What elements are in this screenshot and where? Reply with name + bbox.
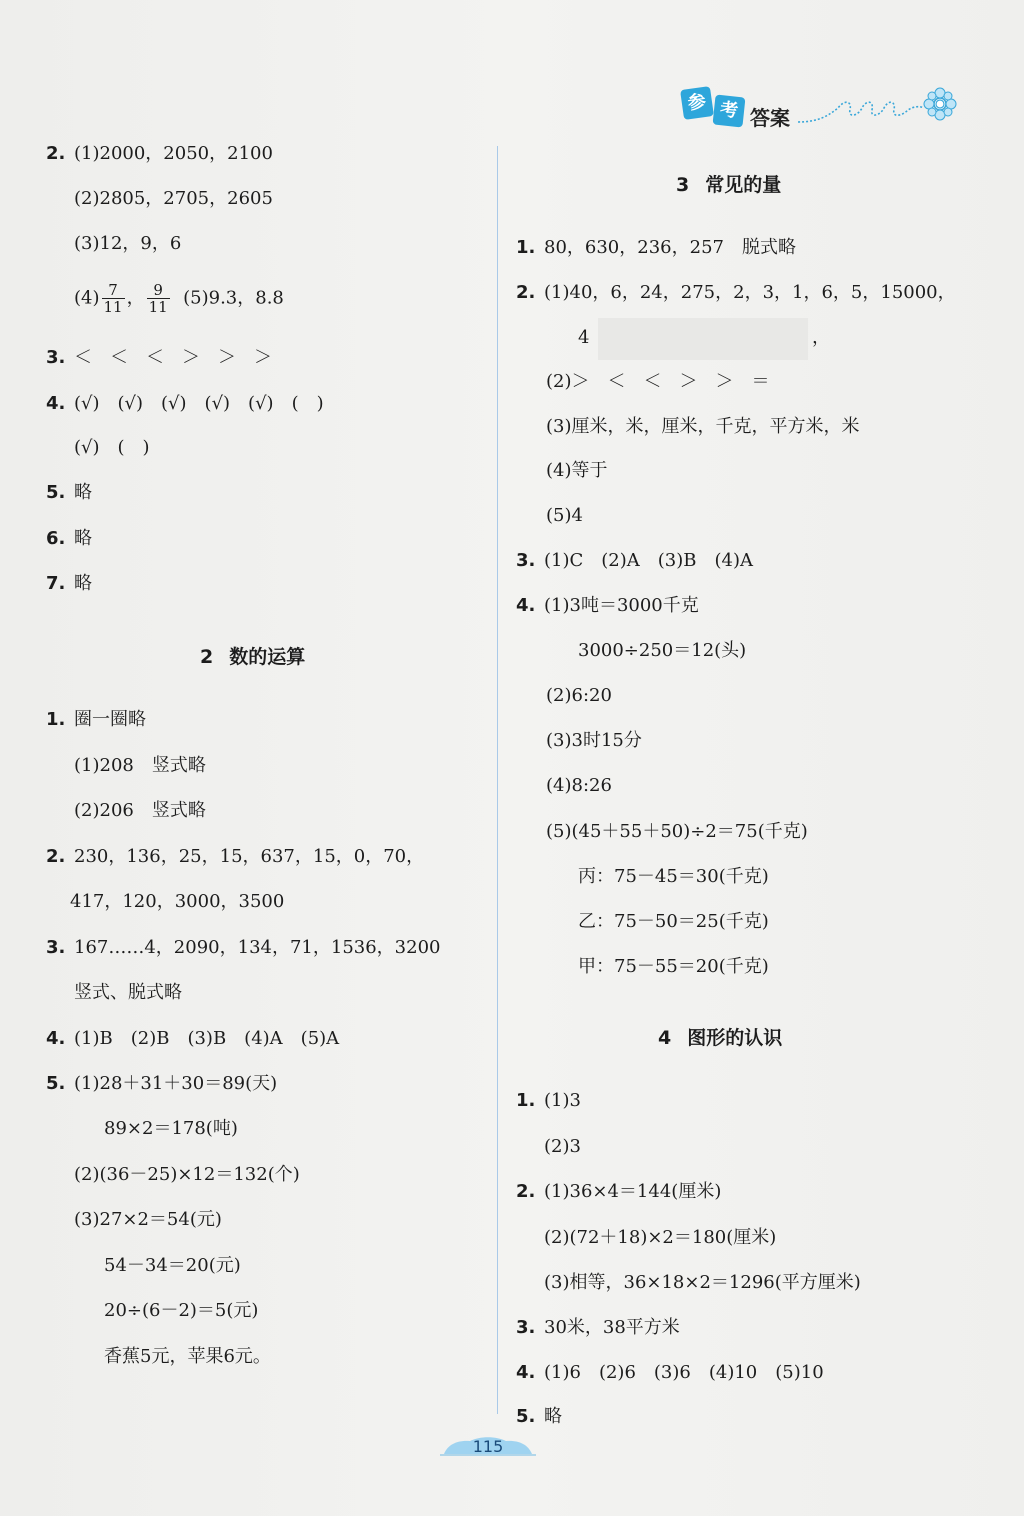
answer-line [516,1362,824,1384]
answer-line: 54－34＝20(元) [104,1255,241,1276]
answer-text: (1)6 (2)6 (3)6 (4)10 (5)10 [544,1362,824,1383]
answer-line [46,846,424,868]
answer-line [46,347,272,369]
answer-text: (1)2000，2050，2100 [74,143,273,164]
fraction-denominator: 11 [148,298,168,316]
answer-text: (1)3 [544,1090,581,1111]
answer-text: (1)C (2)A (3)B (4)A [544,550,753,571]
answer-text: 80，630，236，257 脱式略 [544,237,796,258]
question-number: 1. [516,237,536,258]
question-number: 4. [46,1028,66,1049]
question-number: 3. [46,347,66,368]
answer-text: (1)3吨＝3000千克 [544,595,699,616]
answer-line: (3)相等，36×18×2＝1296(平方厘米) [544,1272,861,1293]
answer-line [516,237,796,259]
answer-line [516,1181,721,1203]
answer-text: (1)28＋31＋30＝89(天) [74,1073,278,1094]
answer-line: 3000÷250＝12(头) [578,640,747,661]
question-number: 3. [46,937,66,958]
answer-text: 30米，38平方米 [544,1317,680,1338]
logo-title: 答案 [750,106,790,130]
answer-line: 甲：75－55＝20(千克) [578,956,769,977]
answer-line: 丙：75－45＝30(千克) [578,866,769,887]
question-number: 2. [46,143,66,164]
answer-line-fractions: (4) $\frac{7}{11}$ ， $\frac{9}{11}$ (5)9.3，8.8 [74,281,284,316]
redacted-area [598,318,808,360]
answer-line: 4 [578,327,590,348]
answer-line: (2)(72＋18)×2＝180(厘米) [544,1227,777,1248]
answer-line: 417，120，3000，3500 [70,891,285,912]
section-title: 图形的认识 [687,1027,783,1049]
question-number: 2. [46,846,66,867]
answer-line: (5)(45＋55＋50)÷2＝75(千克) [546,821,808,842]
question-number: 5. [46,1073,66,1094]
answer-line [46,937,441,959]
answer-line: 香蕉5元，苹果6元。 [104,1346,271,1367]
logo-badge-kao: 考 [713,95,746,128]
answer-line [516,595,699,617]
answer-text: 略 [74,573,92,594]
answer-line [46,573,92,595]
question-number: 4. [516,595,536,616]
answer-text: 圈一圈略 [74,709,146,730]
answer-text: (5)9.3，8.8 [183,287,284,309]
answer-line: (4)8:26 [546,775,612,796]
answer-line: 竖式、脱式略 [74,982,182,1003]
answer-text: 略 [74,482,92,503]
answer-line [46,709,146,731]
answer-line: (1)208 竖式略 [74,755,206,776]
section-heading-measures [676,170,781,197]
fraction-numerator: 9 [147,282,170,299]
question-number: 6. [46,528,66,549]
question-number: 3. [516,550,536,571]
question-number: 2. [516,1181,536,1202]
question-number: 1. [46,709,66,730]
answer-line: (3)27×2＝54(元) [74,1209,222,1230]
answer-line: 乙：75－50＝25(千克) [578,911,769,932]
answer-line [46,528,92,550]
answer-text: (√) (√) (√) (√) (√) ( ) [74,393,324,414]
section-number: 3 [676,174,690,196]
logo-badge-can: 参 [680,86,714,120]
question-number: 4. [516,1362,536,1383]
answer-line [46,143,273,165]
answer-line: (3)12，9，6 [74,233,182,254]
question-number: 3. [516,1317,536,1338]
answer-line: (2)3 [544,1136,581,1157]
answer-line [516,282,956,304]
section-title: 数的运算 [229,646,306,668]
answer-line: (2)＞ ＜ ＜ ＞ ＞ ＝ [546,371,770,392]
answer-line-end: ， [812,327,830,348]
answer-line: 89×2＝178(吨) [104,1118,238,1139]
section-number: 2 [200,646,214,668]
section-number: 4 [658,1027,672,1049]
question-number: 4. [46,393,66,414]
answer-line [46,1028,339,1050]
column-divider [497,146,498,1414]
answer-line: (3)3时15分 [546,730,642,751]
section-title: 常见的量 [705,174,782,196]
answer-line: (2)6:20 [546,685,612,706]
answer-line: 20÷(6－2)＝5(元) [104,1300,259,1321]
answer-text: 略 [74,528,92,549]
fraction [102,282,125,315]
answer-line [516,1406,562,1428]
question-number: 1. [516,1090,536,1111]
answer-line [516,1317,680,1339]
flower-swirl-icon [798,86,958,130]
answer-line [46,1073,277,1095]
answer-line: (√) ( ) [74,437,150,458]
answer-line: (3)厘米，米，厘米，千克，平方米，米 [546,416,860,437]
answer-text: 167……4，2090，134，71，1536，3200 [74,937,441,958]
answer-text: (1)36×4＝144(厘米) [544,1181,722,1202]
question-number: 5. [46,482,66,503]
fraction-denominator: 11 [103,298,123,316]
section-heading-operations [200,642,305,669]
answer-line: (2)206 竖式略 [74,800,206,821]
answer-key-logo [680,86,965,136]
answer-line: (2)2805，2705，2605 [74,188,273,209]
answer-text: (1)40，6，24，275，2，3，1，6，5，15000， [544,282,956,303]
answer-line [46,393,324,415]
section-heading-shapes [658,1023,782,1050]
page-number: 115 [472,1437,504,1456]
answer-line [516,550,753,572]
answer-line: (4)等于 [546,460,608,481]
answer-line: (2)(36－25)×12＝132(个) [74,1164,300,1185]
answer-line: (5)4 [546,505,583,526]
answer-text: 略 [544,1406,562,1427]
page-number-badge [440,1434,536,1460]
answer-text: 230，136，25，15，637，15，0，70， [74,846,425,867]
answer-text: (4) [74,287,100,309]
fraction [147,282,170,315]
answer-line [46,482,92,504]
answer-line [516,1090,581,1112]
fraction-numerator: 7 [102,282,125,299]
answer-text: (1)B (2)B (3)B (4)A (5)A [74,1028,340,1049]
question-number: 5. [516,1406,536,1427]
question-number: 2. [516,282,536,303]
answer-text: ＜ ＜ ＜ ＞ ＞ ＞ [74,347,272,368]
question-number: 7. [46,573,66,594]
